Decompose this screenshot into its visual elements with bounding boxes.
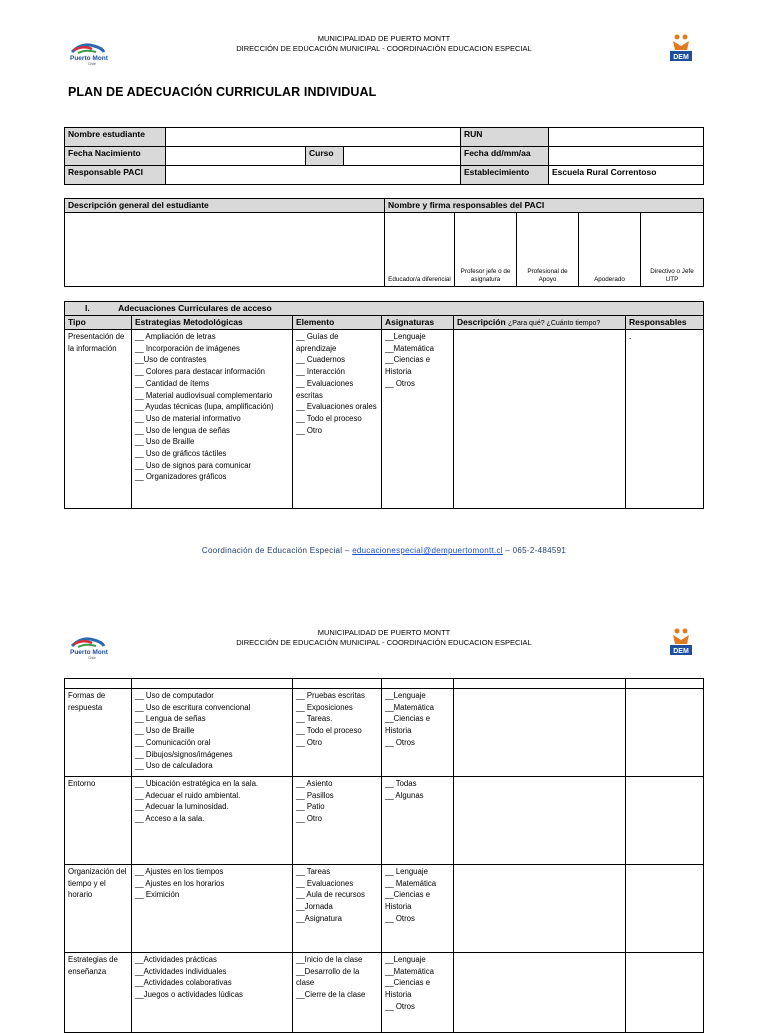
estrategia-option[interactable]: __ Uso de material informativo bbox=[135, 413, 241, 423]
row-asignaturas bbox=[382, 689, 454, 777]
col-elemento: Elemento bbox=[293, 316, 382, 330]
row-descripcion[interactable] bbox=[454, 865, 626, 953]
row-elemento bbox=[293, 330, 382, 509]
estrategia-option[interactable]: __ Uso de Braille bbox=[135, 726, 195, 736]
section-numeral: I. bbox=[85, 303, 90, 313]
label-curso: Curso bbox=[306, 147, 344, 166]
asignatura-option[interactable]: __ Algunas bbox=[385, 790, 424, 800]
estrategia-option[interactable]: __ Material audiovisual complementario bbox=[135, 390, 273, 400]
row-elemento bbox=[293, 865, 382, 953]
asignatura-option[interactable]: __Matemática bbox=[385, 343, 434, 353]
signer-apoderado[interactable]: Apoderado bbox=[579, 213, 641, 287]
estrategia-option[interactable]: __ Uso de signos para comunicar bbox=[135, 460, 252, 470]
elemento-option[interactable]: __ Exposiciones bbox=[296, 702, 353, 712]
dem-logo bbox=[669, 626, 693, 656]
asignatura-option[interactable]: __Ciencias e Historia bbox=[385, 714, 431, 736]
estrategia-option[interactable]: __Juegos o actividades lúdicas bbox=[135, 990, 243, 1000]
estrategia-option[interactable]: __ Uso de escritura convencional bbox=[135, 702, 251, 712]
row-estrategias bbox=[132, 689, 293, 777]
section-header bbox=[65, 302, 704, 316]
row-elemento bbox=[293, 689, 382, 777]
field-descripcion-general[interactable] bbox=[65, 213, 385, 287]
elemento-option[interactable]: __ Otro bbox=[296, 737, 323, 747]
elemento-option[interactable]: __Jornada bbox=[296, 902, 333, 912]
col-responsables: Responsables bbox=[626, 316, 704, 330]
elemento-option[interactable]: __ Pruebas escritas bbox=[296, 691, 365, 700]
signer-profesional[interactable]: Profesional de Apoyo bbox=[517, 213, 579, 287]
dem-logo bbox=[669, 32, 693, 62]
label-nombre: Nombre estudiante bbox=[65, 128, 166, 147]
row-responsables[interactable] bbox=[626, 953, 704, 1033]
tipo-label: Entorno bbox=[68, 779, 96, 788]
asignatura-option[interactable]: __ Otros bbox=[385, 913, 415, 923]
estrategia-option[interactable]: __ Adecuar la luminosidad. bbox=[135, 802, 229, 812]
tipo-label: Organización del tiempo y el horario bbox=[68, 867, 127, 900]
elemento-option[interactable]: __ Asiento bbox=[296, 779, 333, 788]
section-title: Adecuaciones Curriculares de acceso bbox=[118, 303, 272, 313]
header-line-2: DIRECCIÓN DE EDUCACIÓN MUNICIPAL - COORDINACIÓN EDUCACION ESPECIAL bbox=[236, 44, 532, 53]
asignatura-option[interactable]: __Matemática bbox=[385, 966, 434, 976]
asignatura-option[interactable]: __ Otros bbox=[385, 378, 415, 388]
elemento-option[interactable]: __ Patio bbox=[296, 802, 325, 812]
elemento-option[interactable]: __ Evaluaciones bbox=[296, 878, 354, 888]
row-estrategias bbox=[132, 953, 293, 1033]
description-signature-table bbox=[64, 198, 704, 287]
label-fecha-nacimiento: Fecha Nacimiento bbox=[65, 147, 166, 166]
row-estrategias bbox=[132, 865, 293, 953]
svg-text:DEM: DEM bbox=[673, 54, 689, 61]
row-estrategias bbox=[132, 777, 293, 865]
header-line-1: MUNICIPALIDAD DE PUERTO MONTT bbox=[317, 628, 451, 637]
elemento-option[interactable]: __ Cuadernos bbox=[296, 355, 345, 365]
header-line-1: MUNICIPALIDAD DE PUERTO MONTT bbox=[317, 34, 451, 43]
asignatura-option[interactable]: __ Todas bbox=[385, 779, 417, 788]
field-nombre[interactable] bbox=[166, 128, 461, 147]
row-elemento bbox=[293, 953, 382, 1033]
estrategia-option[interactable]: __ Organizadores gráficos bbox=[135, 472, 227, 482]
field-run[interactable] bbox=[549, 128, 704, 147]
estrategia-option[interactable]: __ Incorporación de imágenes bbox=[135, 343, 240, 353]
tipo-label: Formas de respuesta bbox=[68, 691, 106, 712]
blank-cell bbox=[65, 679, 132, 689]
svg-text:Chile: Chile bbox=[88, 62, 96, 66]
estrategia-option[interactable]: __ Ajustes en los tiempos bbox=[135, 867, 224, 876]
row-estrategias bbox=[132, 330, 293, 509]
elemento-option[interactable]: __ Pasillos bbox=[296, 790, 334, 800]
signer-profesor[interactable]: Profesor jefe o de asignatura bbox=[455, 213, 517, 287]
label-run: RUN bbox=[461, 128, 549, 147]
asignatura-option[interactable]: __Lenguaje bbox=[385, 332, 426, 341]
row-responsables[interactable] bbox=[626, 689, 704, 777]
footer-text: Coordinación de Educación Especial – bbox=[201, 546, 353, 555]
footer-phone: – 065-2-484591 bbox=[502, 546, 567, 555]
row-asignaturas bbox=[382, 953, 454, 1033]
elemento-option[interactable]: __ Evaluaciones escritas bbox=[296, 378, 354, 400]
estrategia-option[interactable]: __ Adecuar el ruido ambiental. bbox=[135, 790, 241, 800]
row-tipo bbox=[65, 689, 132, 777]
estrategia-option[interactable]: __Actividades prácticas bbox=[135, 955, 217, 964]
estrategia-option[interactable]: __ Lengua de señas bbox=[135, 714, 206, 724]
elemento-option[interactable]: __Cierre de la clase bbox=[296, 990, 366, 1000]
footer bbox=[0, 546, 768, 555]
field-curso[interactable] bbox=[344, 147, 461, 166]
label-firma-responsables: Nombre y firma responsables del PACI bbox=[385, 199, 704, 213]
row-responsables[interactable]: . bbox=[626, 330, 704, 509]
estrategia-option[interactable]: __ Uso de calculadora bbox=[135, 761, 213, 771]
field-fecha-nacimiento[interactable] bbox=[166, 147, 306, 166]
blank-cell bbox=[382, 679, 454, 689]
page-title: PLAN DE ADECUACIÓN CURRICULAR INDIVIDUAL bbox=[68, 85, 377, 99]
asignatura-option[interactable]: __ Otros bbox=[385, 1001, 415, 1011]
footer-email-link[interactable]: educacionespecial@dempuertomontt.cl bbox=[352, 546, 503, 555]
asignatura-option[interactable]: __ Matemática bbox=[385, 878, 437, 888]
label-descripcion-general: Descripción general del estudiante bbox=[65, 199, 385, 213]
svg-text:DEM: DEM bbox=[673, 648, 689, 655]
estrategia-option[interactable]: __ Uso de Braille bbox=[135, 437, 195, 447]
svg-text:Chile: Chile bbox=[88, 656, 96, 660]
blank-cell bbox=[132, 679, 293, 689]
row-responsables[interactable] bbox=[626, 865, 704, 953]
row-tipo bbox=[65, 777, 132, 865]
field-responsable[interactable] bbox=[166, 166, 461, 185]
row-descripcion[interactable] bbox=[454, 777, 626, 865]
asignatura-option[interactable]: __Ciencias e Historia bbox=[385, 355, 431, 377]
elemento-option[interactable]: __ Interacción bbox=[296, 367, 345, 377]
estrategia-option[interactable]: __ Eximición bbox=[135, 890, 180, 900]
estrategia-option[interactable]: __ Dibujos/signos/imágenes bbox=[135, 749, 233, 759]
signer-directivo[interactable]: Directivo o Jefe UTP bbox=[641, 213, 704, 287]
estrategia-option[interactable]: __ Acceso a la sala. bbox=[135, 814, 205, 824]
elemento-option[interactable]: __ Tareas bbox=[296, 867, 331, 876]
col-descripcion bbox=[454, 316, 626, 330]
estrategia-option[interactable]: __Actividades individuales bbox=[135, 966, 227, 976]
asignatura-option[interactable]: __Ciencias e Historia bbox=[385, 978, 431, 1000]
elemento-option[interactable]: __ Todo el proceso bbox=[296, 726, 362, 736]
row-descripcion[interactable] bbox=[454, 689, 626, 777]
asignatura-option[interactable]: __Lenguaje bbox=[385, 955, 426, 964]
row-tipo bbox=[65, 330, 132, 509]
adecuaciones-table bbox=[64, 301, 704, 509]
elemento-option[interactable]: __Asignatura bbox=[296, 913, 342, 923]
row-descripcion[interactable] bbox=[454, 953, 626, 1033]
estrategia-option[interactable]: __ Ajustes en los horarios bbox=[135, 878, 225, 888]
asignatura-option[interactable]: __Ciencias e Historia bbox=[385, 890, 431, 912]
label-responsable: Responsable PACI bbox=[65, 166, 166, 185]
asignatura-option[interactable]: __ Otros bbox=[385, 737, 415, 747]
elemento-option[interactable]: __ Todo el proceso bbox=[296, 413, 362, 423]
page-2 bbox=[0, 590, 768, 1024]
estrategia-option[interactable]: __ Cantidad de ítems bbox=[135, 378, 210, 388]
row-asignaturas bbox=[382, 865, 454, 953]
tipo-label: Estrategias de enseñanza bbox=[68, 955, 118, 976]
row-asignaturas bbox=[382, 330, 454, 509]
label-fecha: Fecha dd/mm/aa bbox=[461, 147, 549, 166]
blank-cell bbox=[454, 679, 626, 689]
col-asignaturas: Asignaturas bbox=[382, 316, 454, 330]
estrategia-option[interactable]: __ Colores para destacar información bbox=[135, 367, 266, 377]
header-line-2: DIRECCIÓN DE EDUCACIÓN MUNICIPAL - COORDINACIÓN EDUCACION ESPECIAL bbox=[236, 638, 532, 647]
estrategia-option[interactable]: __ Ampliación de letras bbox=[135, 332, 216, 341]
estrategia-option[interactable]: __ Uso de gráficos táctiles bbox=[135, 449, 227, 459]
estrategia-option[interactable]: __Actividades colaborativas bbox=[135, 978, 232, 988]
blank-cell bbox=[626, 679, 704, 689]
asignatura-option[interactable]: __ Lenguaje bbox=[385, 867, 428, 876]
row-responsables[interactable] bbox=[626, 777, 704, 865]
elemento-option[interactable]: __ Tareas. bbox=[296, 714, 333, 724]
elemento-option[interactable]: __ Guías de aprendizaje bbox=[296, 332, 339, 353]
elemento-option[interactable]: __Inicio de la clase bbox=[296, 955, 363, 964]
svg-text:Puerto Montt: Puerto Montt bbox=[70, 649, 108, 656]
elemento-option[interactable]: __Desarrollo de la clase bbox=[296, 966, 360, 988]
estrategia-option[interactable]: __ Uso de lengua de señas bbox=[135, 425, 230, 435]
elemento-option[interactable]: __ Aula de recursos bbox=[296, 890, 365, 900]
elemento-option[interactable]: __ Otro bbox=[296, 425, 323, 435]
header-text bbox=[0, 34, 768, 54]
estrategia-option[interactable]: __ Ayudas técnicas (lupa, amplificación) bbox=[135, 402, 274, 412]
row-tipo bbox=[65, 953, 132, 1033]
elemento-option[interactable]: __ Evaluaciones orales bbox=[296, 402, 377, 412]
adecuaciones-table-continued bbox=[64, 678, 704, 1033]
estrategia-option[interactable]: __Uso de contrastes bbox=[135, 355, 207, 365]
field-establecimiento: Escuela Rural Correntoso bbox=[549, 166, 704, 185]
tipo-presentacion: Presentación de la información bbox=[68, 332, 125, 353]
blank-cell bbox=[293, 679, 382, 689]
row-tipo bbox=[65, 865, 132, 953]
col-estrategias: Estrategias Metodológicas bbox=[132, 316, 293, 330]
col-descripcion-label: Descripción bbox=[457, 317, 506, 327]
estrategia-option[interactable]: __ Ubicación estratégica en la sala. bbox=[135, 779, 259, 788]
label-establecimiento: Establecimiento bbox=[461, 166, 549, 185]
svg-text:Puerto Montt: Puerto Montt bbox=[70, 55, 108, 62]
signer-educador[interactable]: Educador/a diferencial bbox=[385, 213, 455, 287]
asignatura-option[interactable]: __Matemática bbox=[385, 702, 434, 712]
field-fecha[interactable] bbox=[549, 147, 704, 166]
estrategia-option[interactable]: __ Comunicación oral bbox=[135, 737, 211, 747]
estrategia-option[interactable]: __ Uso de computador bbox=[135, 691, 214, 700]
row-descripcion[interactable] bbox=[454, 330, 626, 509]
asignatura-option[interactable]: __Lenguaje bbox=[385, 691, 426, 700]
col-descripcion-note: ¿Para qué? ¿Cuánto tiempo? bbox=[508, 320, 601, 327]
elemento-option[interactable]: __ Otro bbox=[296, 814, 323, 824]
row-asignaturas bbox=[382, 777, 454, 865]
header-text bbox=[0, 628, 768, 648]
row-elemento bbox=[293, 777, 382, 865]
col-tipo: Tipo bbox=[65, 316, 132, 330]
student-info-table bbox=[64, 127, 704, 185]
